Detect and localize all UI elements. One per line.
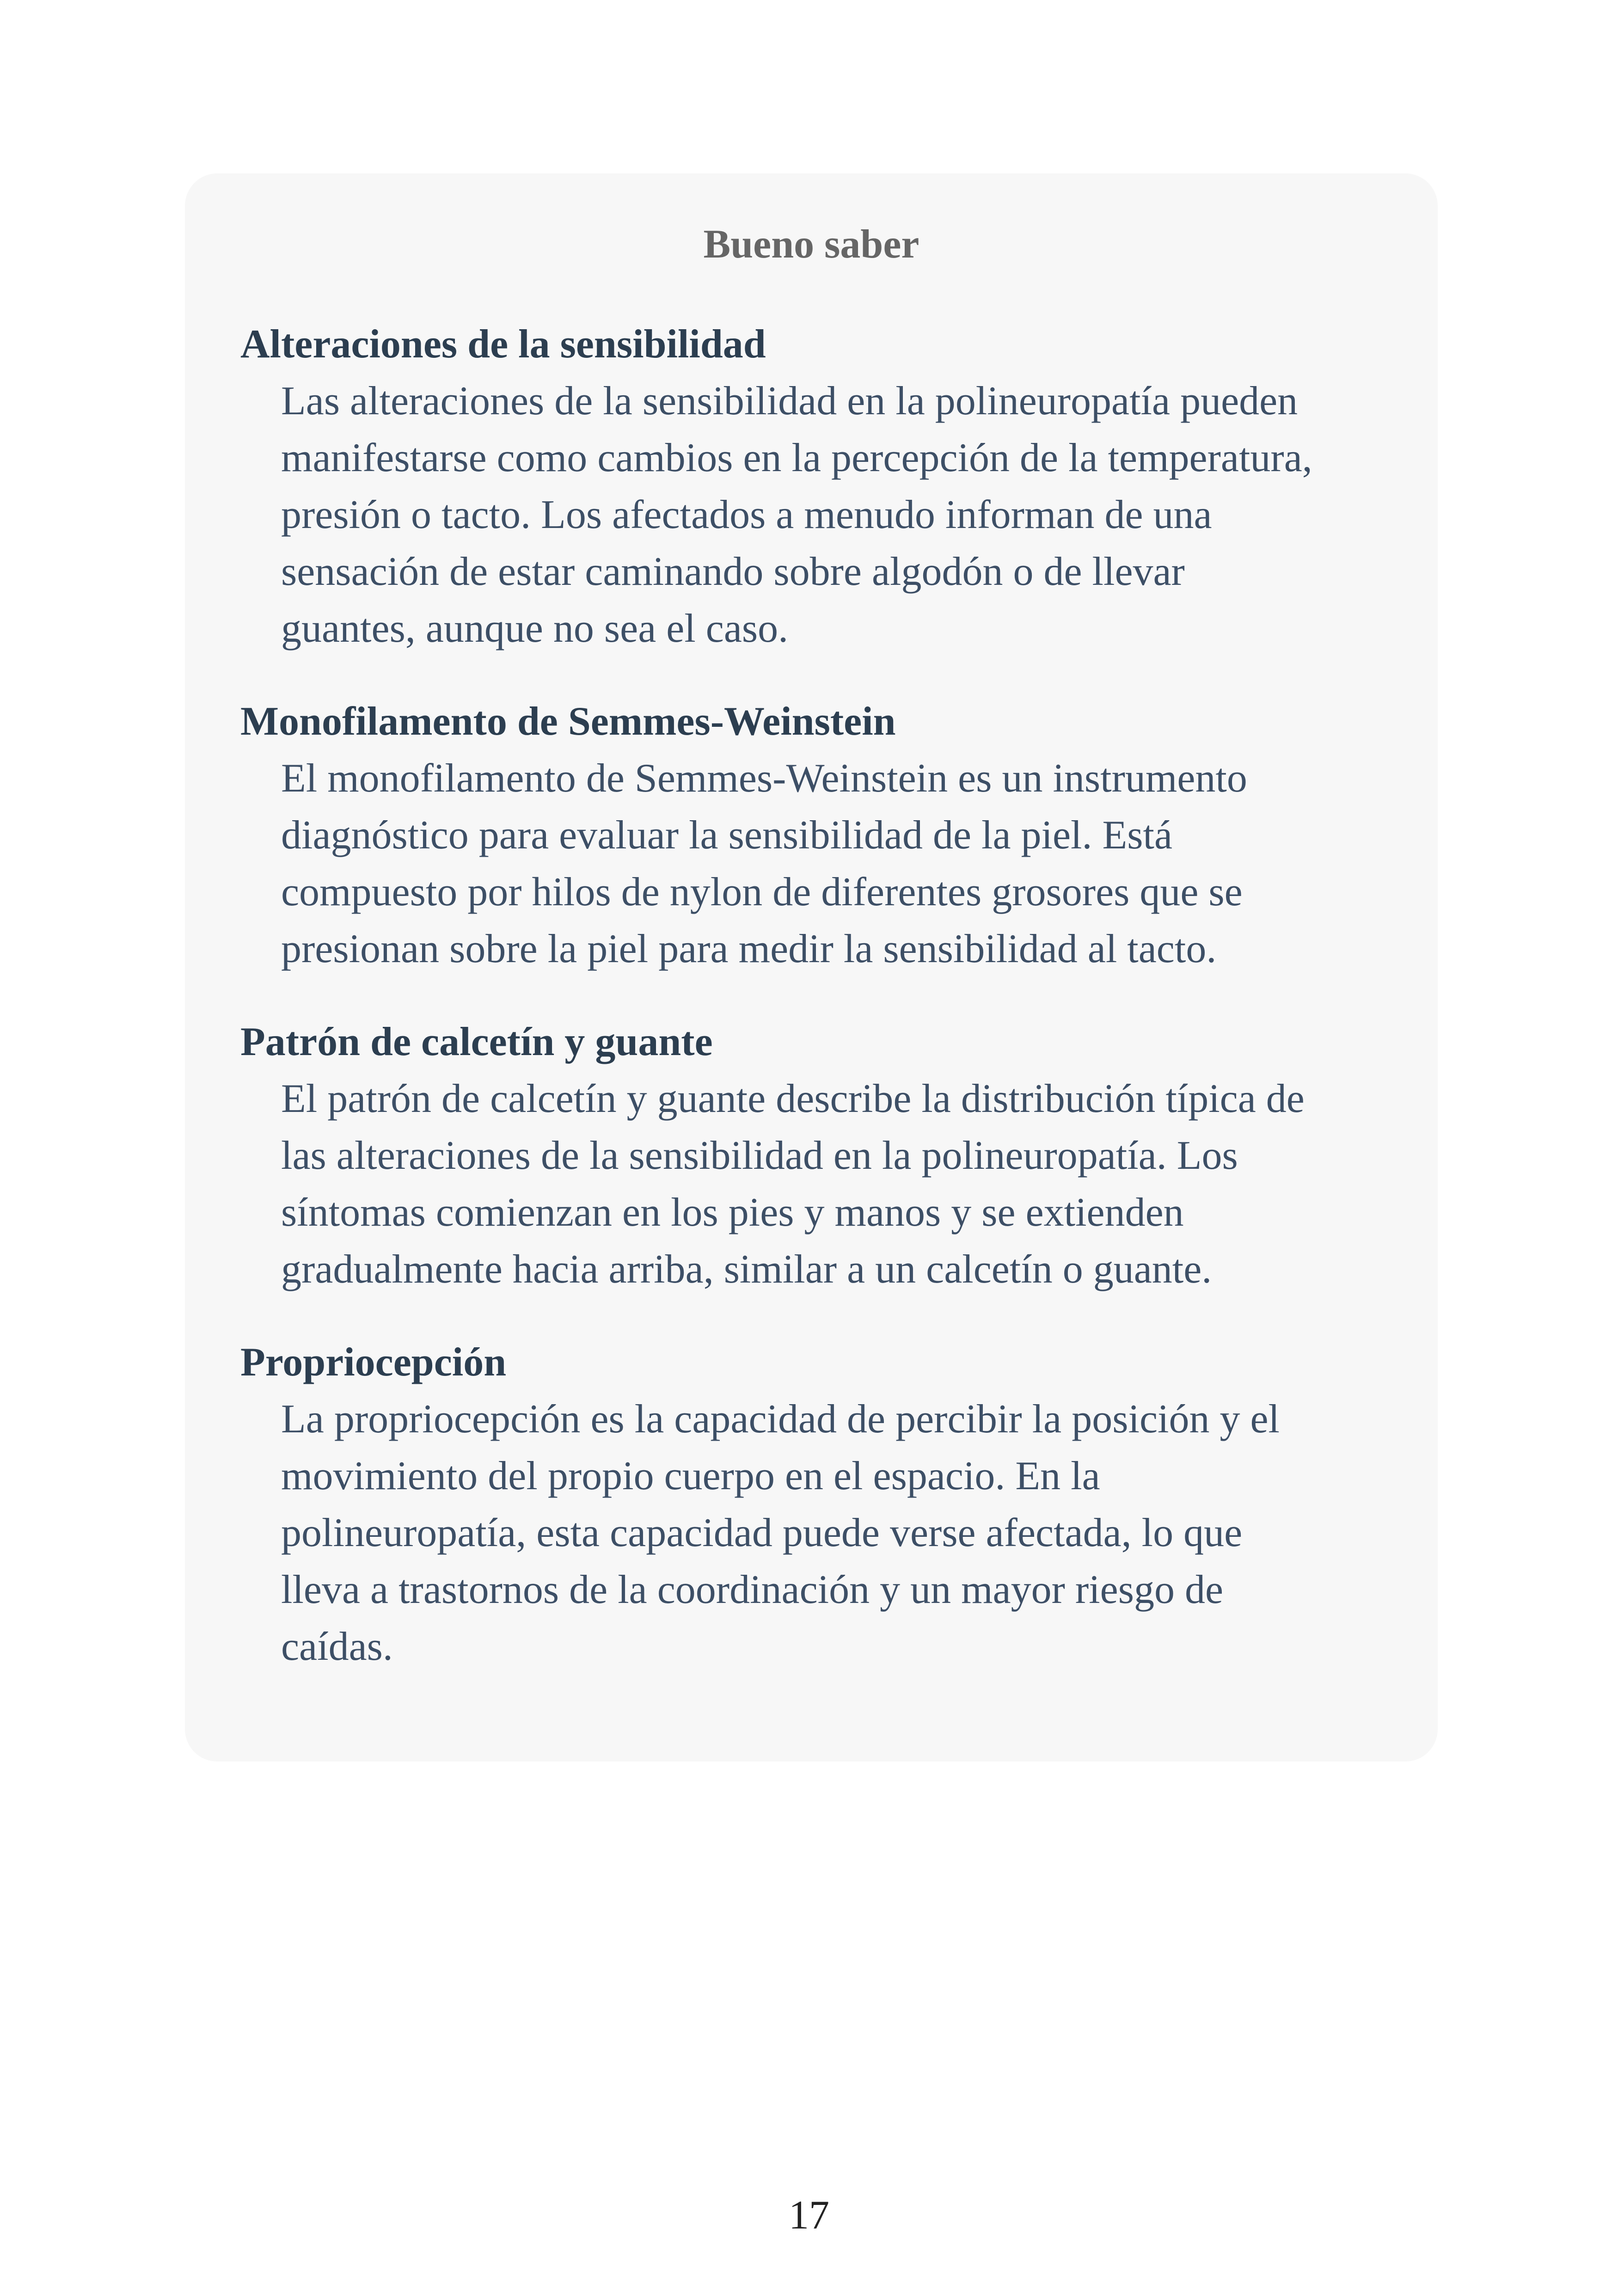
- definition-line: síntomas comienzan en los pies y manos y se extienden: [281, 1190, 1184, 1235]
- definition-line: sensación de estar caminando sobre algodón o de llevar: [281, 549, 1185, 594]
- entry-definition: [281, 1070, 1382, 1298]
- definition-line: guantes, aunque no sea el caso.: [281, 606, 789, 651]
- definition-line: lleva a trastornos de la coordinación y un mayor riesgo de: [281, 1567, 1224, 1612]
- info-box-title: Bueno saber: [703, 222, 919, 267]
- info-box: [185, 173, 1438, 1762]
- definition-line: La propriocepción es la capacidad de percibir la posición y el: [281, 1397, 1280, 1442]
- definition-line: presionan sobre la piel para medir la sensibilidad al tacto.: [281, 927, 1217, 971]
- definition-line: El monofilamento de Semmes-Weinstein es un instrumento: [281, 756, 1247, 801]
- glossary-entry: [240, 1013, 1382, 1298]
- glossary-entry: [240, 1334, 1382, 1675]
- definition-line: caídas.: [281, 1624, 393, 1669]
- definition-line: las alteraciones de la sensibilidad en la polineuropatía. Los: [281, 1133, 1238, 1178]
- entry-term: Patrón de calcetín y guante: [240, 1019, 713, 1064]
- entry-term: Propriocepción: [240, 1340, 507, 1385]
- definition-line: polineuropatía, esta capacidad puede verse afectada, lo que: [281, 1510, 1243, 1555]
- entry-term: Alteraciones de la sensibilidad: [240, 322, 766, 367]
- definition-line: gradualmente hacia arriba, similar a un calcetín o guante.: [281, 1247, 1212, 1292]
- entry-definition: [281, 1391, 1382, 1675]
- definition-line: diagnóstico para evaluar la sensibilidad de la piel. Está: [281, 813, 1173, 858]
- entry-definition: [281, 750, 1382, 977]
- entry-term: Monofilamento de Semmes-Weinstein: [240, 699, 896, 744]
- definition-line: Las alteraciones de la sensibilidad en la polineuropatía pueden: [281, 379, 1298, 424]
- definition-line: compuesto por hilos de nylon de diferentes grosores que se: [281, 870, 1243, 915]
- page-number: 17: [789, 2193, 829, 2238]
- entry-definition: [281, 373, 1382, 657]
- glossary-entry: [240, 316, 1382, 657]
- definition-line: El patrón de calcetín y guante describe la distribución típica de: [281, 1076, 1305, 1121]
- glossary-entry: [240, 693, 1382, 977]
- definition-line: manifestarse como cambios en la percepción de la temperatura,: [281, 436, 1312, 480]
- definition-line: movimiento del propio cuerpo en el espacio. En la: [281, 1454, 1100, 1498]
- definition-line: presión o tacto. Los afectados a menudo informan de una: [281, 492, 1212, 537]
